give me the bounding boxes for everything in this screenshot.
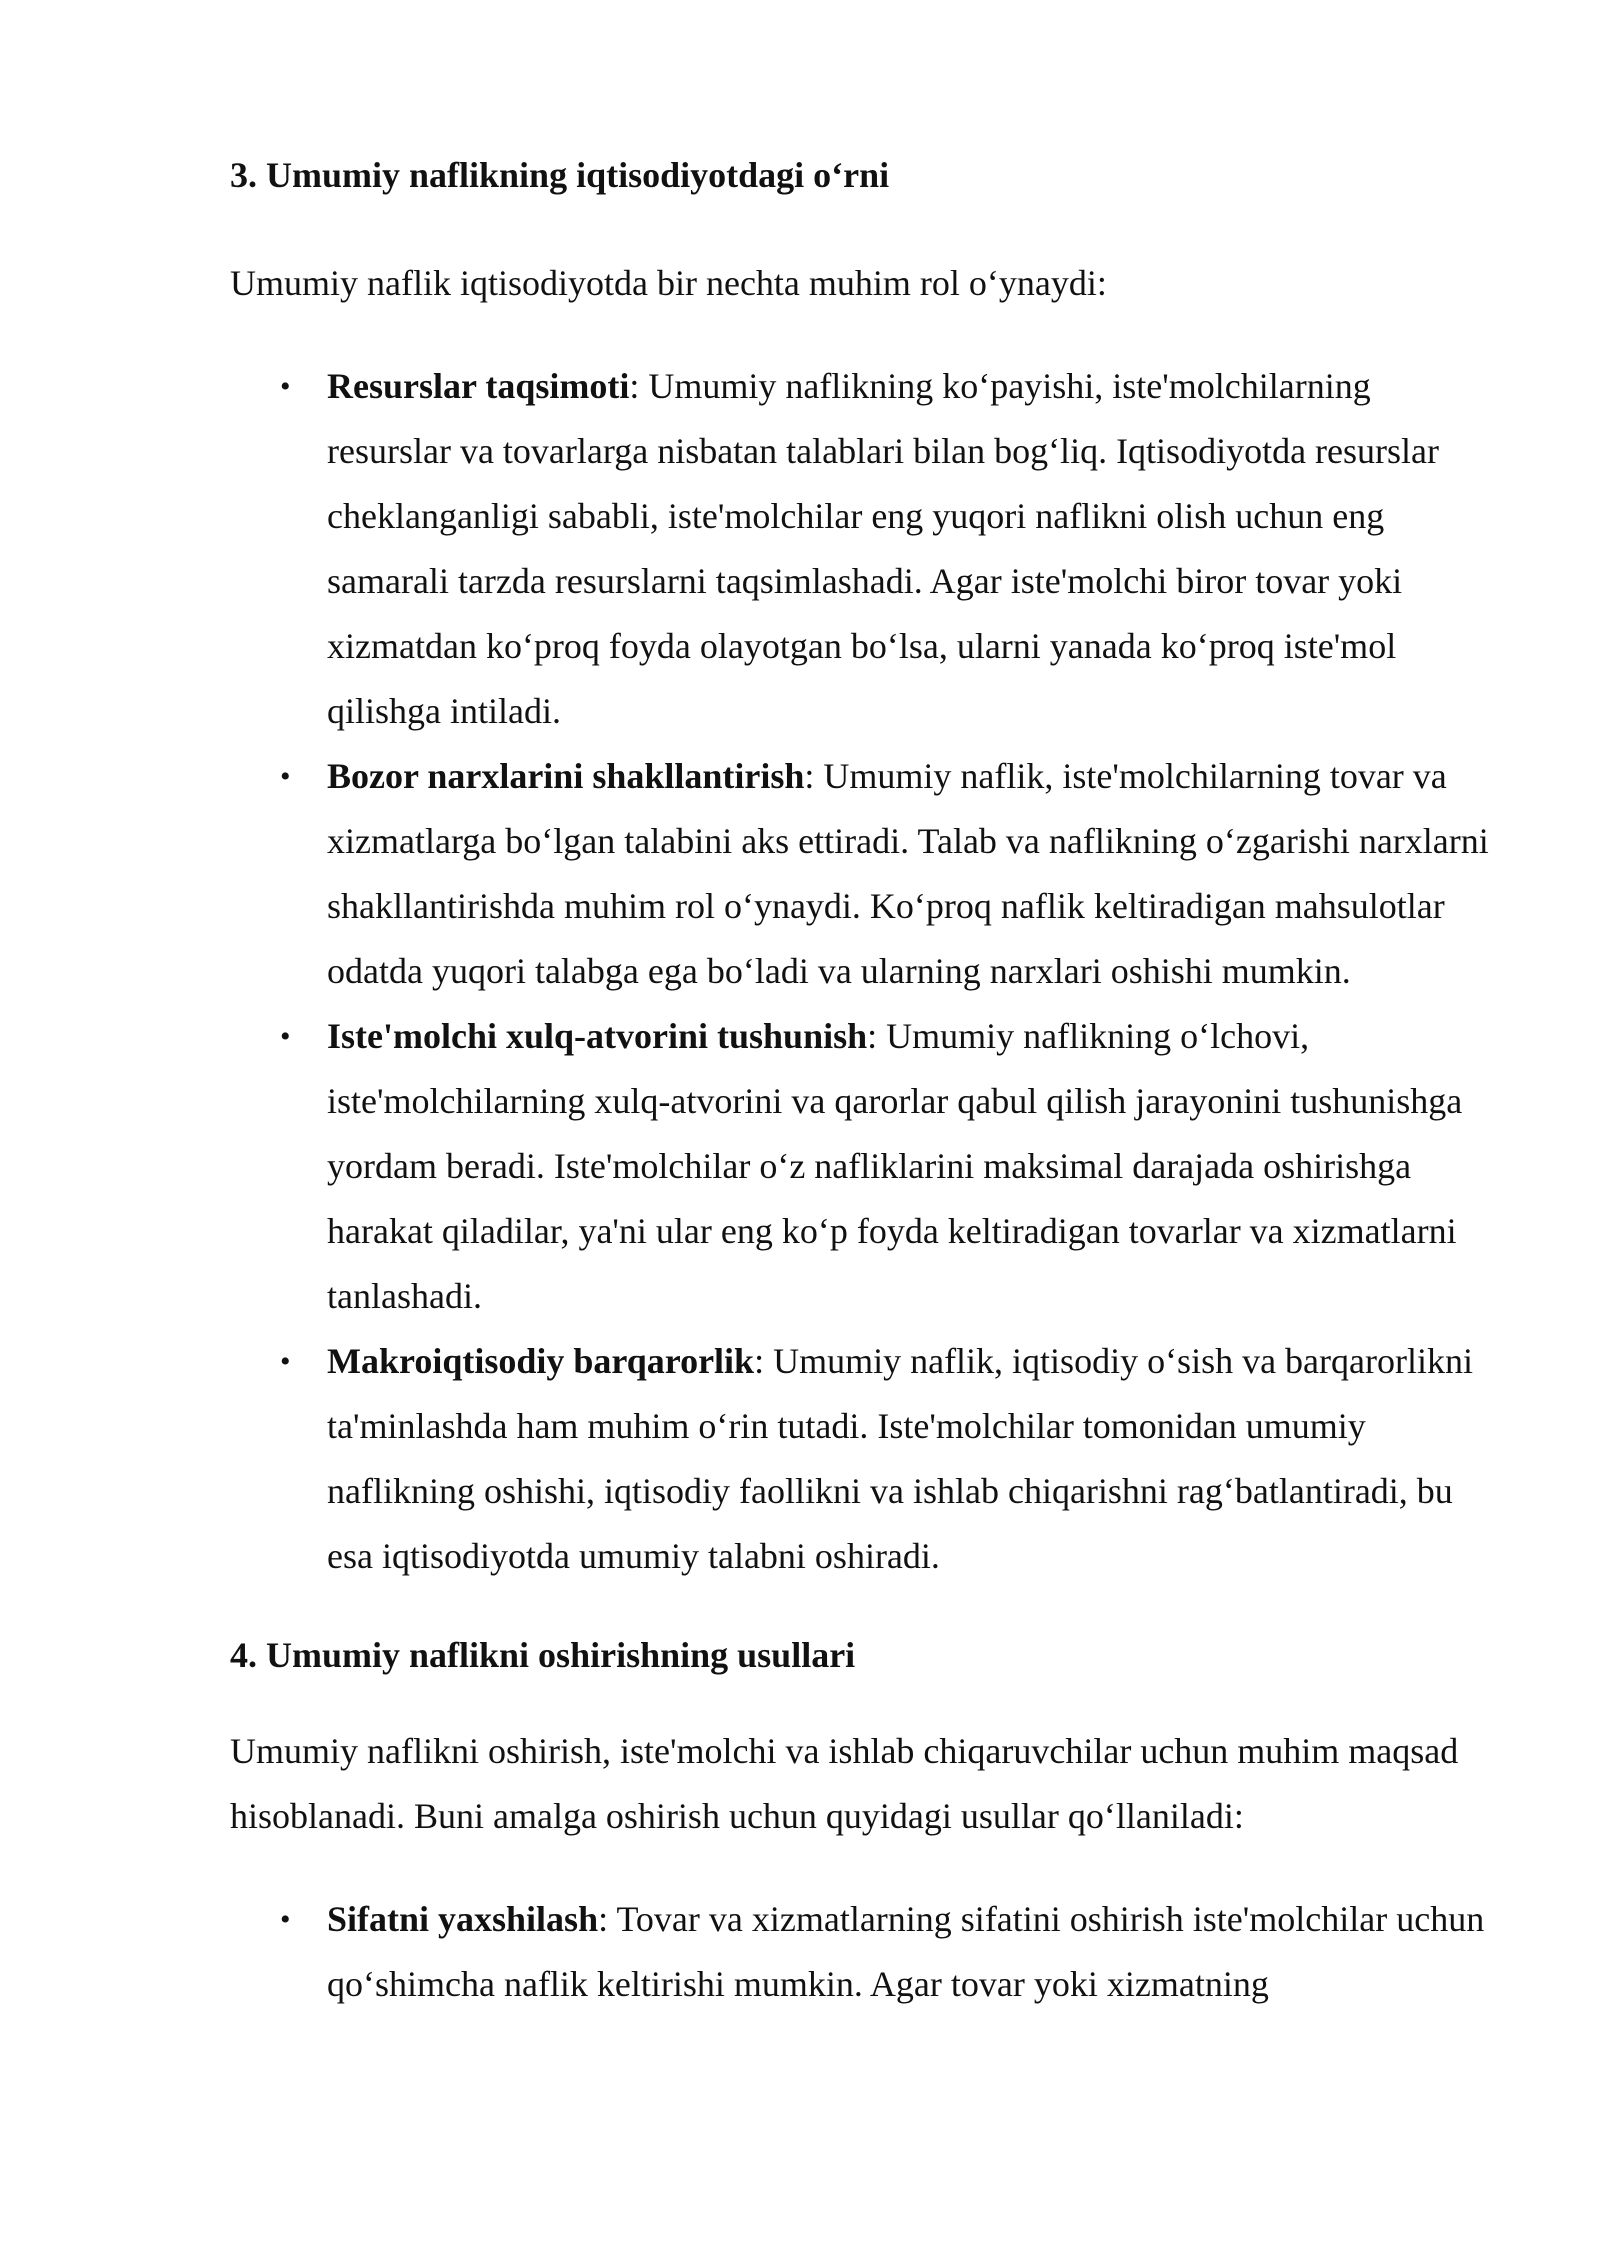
document-page bbox=[230, 150, 1500, 2017]
section-4-heading: 4. Umumiy naflikni oshirishning usullari bbox=[230, 1635, 856, 1675]
bullet-icon: • bbox=[280, 1020, 291, 1053]
bullet-icon: • bbox=[280, 370, 291, 403]
list-item-makroiqtisodiy bbox=[230, 1329, 1500, 1589]
list-item-text: : Umumiy naflik, iqtisodiy o‘sish va barqarorlikni ta'minlashda ham muhim o‘rin tutadi. Iste'molchilar tomonidan umumiy naflikning oshishi, iqtisodiy faollikni va ishlab chiqarishni rag‘batlantiradi, bu esa iqtisodiyotda umumiy talabni oshiradi. bbox=[327, 1341, 1473, 1576]
list-item-resurslar-taqsimoti bbox=[230, 354, 1500, 744]
bullet-icon: • bbox=[280, 1903, 291, 1936]
list-item-bozor-narxlari bbox=[230, 744, 1500, 1004]
section-3-heading: 3. Umumiy naflikning iqtisodiyotdagi o‘rni bbox=[230, 155, 890, 195]
bullet-icon: • bbox=[280, 1345, 291, 1378]
list-item-term: Makroiqtisodiy barqarorlik bbox=[327, 1341, 755, 1381]
list-item-term: Bozor narxlarini shakllantirish bbox=[327, 756, 805, 796]
list-item-text: : Umumiy naflikning o‘lchovi, iste'molchilarning xulq-atvorini va qarorlar qabul qilish jarayonini tushunishga yordam beradi. Iste'molchilar o‘z nafliklarini maksimal darajada oshirishga harakat qiladilar, ya'ni ular eng ko‘p foyda keltiradigan tovarlar va xizmatlarni tanlashadi. bbox=[327, 1016, 1463, 1316]
list-item-term: Resurslar taqsimoti bbox=[327, 366, 630, 406]
section-3-intro: Umumiy naflik iqtisodiyotda bir nechta muhim rol o‘ynaydi: bbox=[230, 263, 1107, 303]
bullet-icon: • bbox=[280, 760, 291, 793]
list-item-text: : Umumiy naflik, iste'molchilarning tovar va xizmatlarga bo‘lgan talabini aks ettiradi. Talab va naflikning o‘zgarishi narxlarni shakllantirishda muhim rol o‘ynaydi. Ko‘proq naflik keltiradigan mahsulotlar odatda yuqori talabga ega bo‘ladi va ularning narxlari oshishi mumkin. bbox=[327, 756, 1489, 991]
list-item-term: Sifatni yaxshilash bbox=[327, 1899, 599, 1939]
list-item-istemolchi-xulq bbox=[230, 1004, 1500, 1329]
list-item-text: : Umumiy naflikning ko‘payishi, iste'molchilarning resurslar va tovarlarga nisbatan talablari bilan bog‘liq. Iqtisodiyotda resurslar cheklanganligi sababli, iste'molchilar eng yuqori naflikni olish uchun eng samarali tarzda resurslarni taqsimlashadi. Agar iste'molchi biror tovar yoki xizmatdan ko‘proq foyda olayotgan bo‘lsa, ularni yanada ko‘proq iste'mol qilishga intiladi. bbox=[327, 366, 1439, 731]
list-item-text: : Tovar va xizmatlarning sifatini oshirish iste'molchilar uchun qo‘shimcha naflik keltirishi mumkin. Agar tovar yoki xizmatning bbox=[327, 1899, 1485, 2004]
section-4-intro: Umumiy naflikni oshirish, iste'molchi va ishlab chiqaruvchilar uchun muhim maqsad hisoblanadi. Buni amalga oshirish uchun quyidagi usullar qo‘llaniladi: bbox=[230, 1731, 1459, 1836]
list-item-term: Iste'molchi xulq-atvorini tushunish bbox=[327, 1016, 868, 1056]
list-item-sifatni-yaxshilash bbox=[230, 1887, 1500, 2017]
section-4-list bbox=[230, 1887, 1500, 2017]
section-3-list bbox=[230, 354, 1500, 1589]
